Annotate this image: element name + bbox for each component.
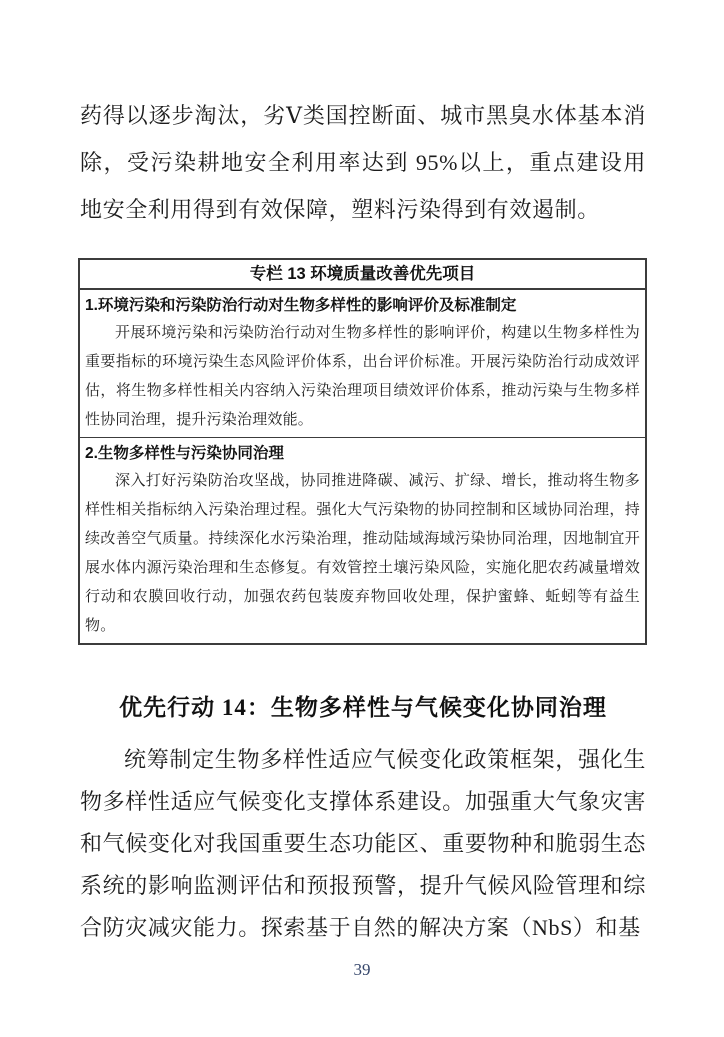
action-paragraph: 统筹制定生物多样性适应气候变化政策框架，强化生物多样性适应气候变化支撑体系建设。加强重大气象灾害和气候变化对我国重要生态功能区、重要物种和脆弱生态系统的影响监测评估和预报预警，提升气候风险管理和综合防灾减灾能力。探索基于自然的解决方案（NbS）和基	[80, 747, 646, 940]
panel-section-2	[80, 437, 645, 643]
intro-paragraph: 药得以逐步淘汰，劣Ⅴ类国控断面、城市黑臭水体基本消除，受污染耕地安全利用率达到 95%以上，重点建设用地安全利用得到有效保障，塑料污染得到有效遏制。	[80, 103, 646, 222]
panel-section-2-body: 深入打好污染防治攻坚战，协同推进降碳、减污、扩绿、增长，推动将生物多样性相关指标纳入污染治理过程。强化大气污染物的协同控制和区域协同治理，持续改善空气质量。持续深化水污染治理，推动陆域海域污染协同治理，因地制宜开展水体内源污染治理和生态修复。有效管控土壤污染风险，实施化肥农药减量增效行动和农膜回收行动，加强农药包装废弃物回收处理，保护蜜蜂、蚯蚓等有益生物。	[85, 473, 640, 634]
panel-box	[78, 258, 647, 645]
page-number: 39	[353, 960, 371, 979]
panel-section-1-body: 开展环境污染和污染防治行动对生物多样性的影响评价，构建以生物多样性为重要指标的环境污染生态风险评价体系，出台评价标准。开展污染防治行动成效评估，将生物多样性相关内容纳入污染治理项目绩效评价体系，推动污染与生物多样性协同治理，提升污染治理效能。	[85, 325, 640, 428]
action-heading: 优先行动 14：生物多样性与气候变化协同治理	[119, 695, 607, 720]
panel-section-1	[80, 290, 645, 437]
panel-title: 专栏 13 环境质量改善优先项目	[80, 260, 645, 290]
panel-section-1-heading: 1.环境污染和污染防治行动对生物多样性的影响评价及标准制定	[85, 297, 517, 314]
panel-section-2-heading: 2.生物多样性与污染协同治理	[85, 445, 284, 462]
